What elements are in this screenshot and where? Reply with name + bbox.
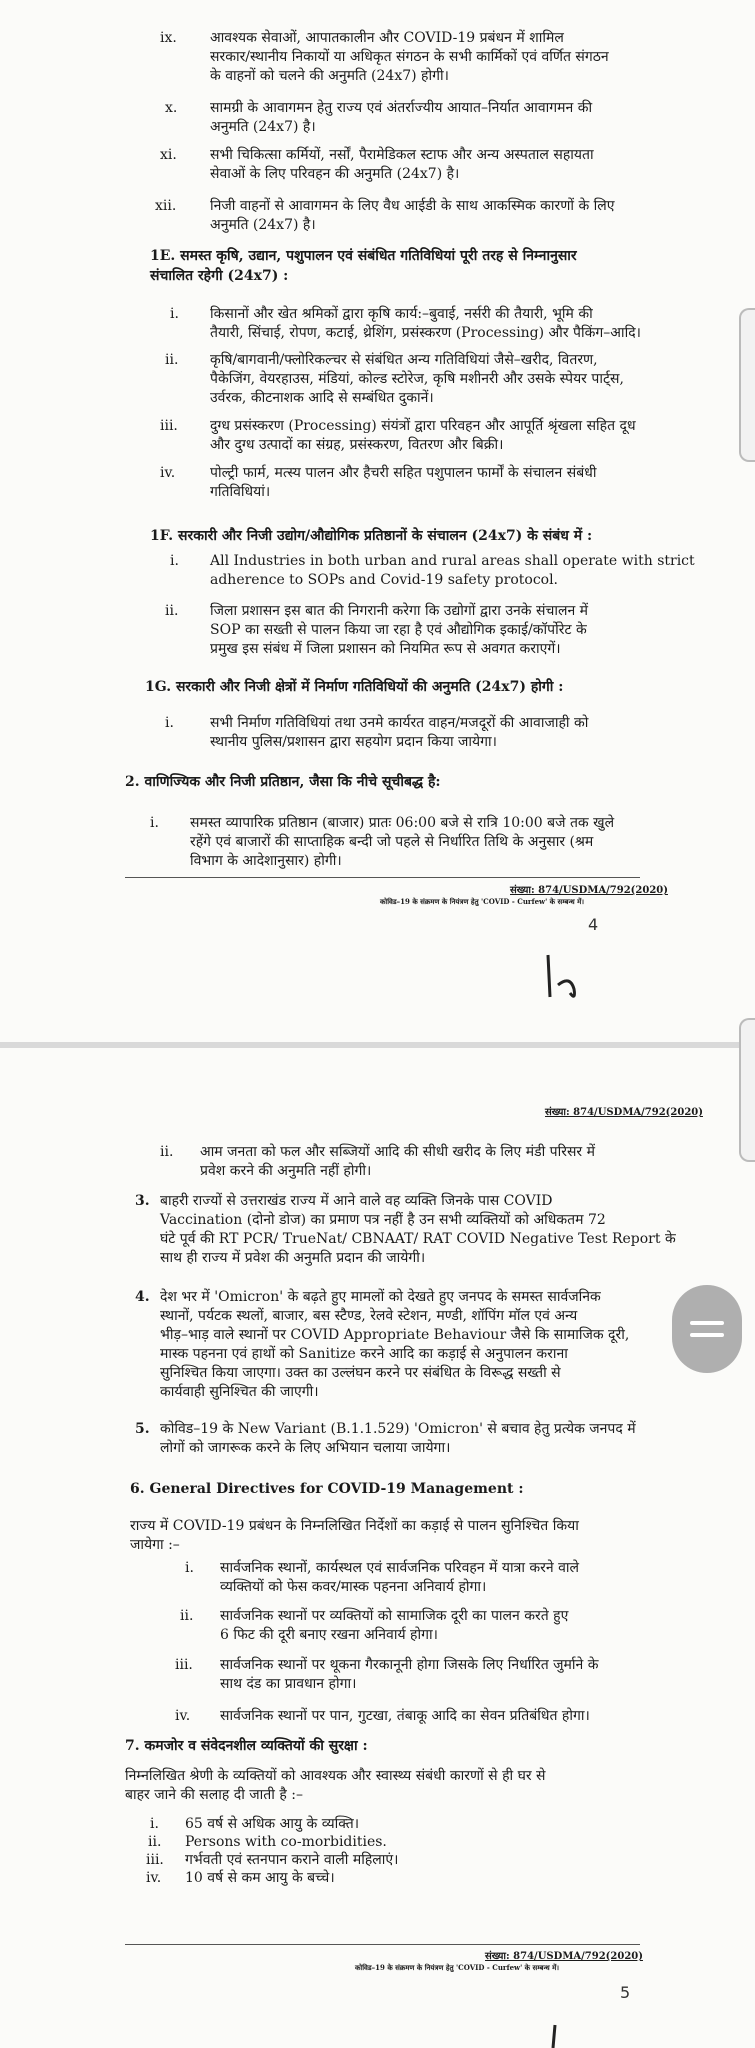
text-line: अनुमति (24x7) है।: [210, 217, 316, 233]
text-line: Persons with co-morbidities.: [185, 1834, 387, 1850]
text-line: सामग्री के आवागमन हेतु राज्य एवं अंतर्राज्यीय आयात–निर्यात आवागमन की: [210, 100, 593, 116]
text-line: सार्वजनिक स्थानों पर पान, गुटखा, तंबाकू आदि का सेवन प्रतिबंधित होगा।: [220, 1708, 590, 1724]
footer-note: कोविड–19 के संक्रमण के नियंत्रण हेतु 'COVID - Curfew' के सम्बन्ध में।: [355, 1963, 559, 1972]
text-line: समस्त व्यापारिक प्रतिष्ठान (बाजार) प्रातः 06:00 बजे से रात्रि 10:00 बजे तक खुले: [190, 815, 615, 831]
item-number: x.: [165, 100, 178, 116]
text-line: निम्नलिखित श्रेणी के व्यक्तियों को आवश्यक और स्वास्थ्य संबंधी कारणों से ही घर से: [125, 1768, 546, 1784]
text-line: तैयारी, सिंचाई, रोपण, कटाई, थ्रेशिंग, प्रसंस्करण (Processing) और पैकिंग–आदि।: [210, 325, 641, 341]
footer-note: कोविड–19 के संक्रमण के नियंत्रण हेतु 'COVID - Curfew' के सम्बन्ध में।: [380, 897, 584, 906]
text-line: व्यक्तियों को फेस कवर/मास्क पहनना अनिवार्य होगा।: [220, 1579, 487, 1595]
divider: [125, 1944, 640, 1945]
page-number: 5: [620, 1983, 631, 2002]
text-line: मास्क पहनना एवं हाथों को Sanitize करने आदि का कड़ाई से अनुपालन कराना: [160, 1346, 568, 1362]
text-line: उर्वरक, कीटनाशक आदि से सम्बंधित दुकानें।: [210, 390, 434, 406]
text-line: जायेगा :–: [130, 1537, 180, 1553]
section-heading-1e-cont: संचालित रहेगी (24x7) :: [150, 268, 289, 284]
text-line: सरकार/स्थानीय निकायों या अधिकृत संगठन के सभी कार्मिकों एवं वर्णित संगठन: [210, 49, 609, 65]
section-number: 4.: [135, 1289, 150, 1305]
item-number: ii.: [148, 1834, 162, 1850]
text-line: गतिविधियां।: [210, 484, 271, 500]
text-line: आम जनता को फल और सब्जियों आदि की सीधी खरीद के लिए मंडी परिसर में: [200, 1144, 595, 1160]
text-line: के वाहनों को चलने की अनुमति (24x7) होगी।: [210, 68, 449, 84]
text-line: Vaccination (दोनो डोज) का प्रमाण पत्र नहीं है उन सभी व्यक्तियों को अधिकतम 72: [160, 1212, 606, 1228]
text-line: कृषि/बागवानी/फ्लोरिकल्चर से संबंधित अन्य गतिविधियां जैसे–खरीद, वितरण,: [210, 352, 598, 368]
text-line: पोल्ट्री फार्म, मत्स्य पालन और हैचरी सहित पशुपालन फार्मों के संचालन संबंधी: [210, 465, 597, 481]
text-line: कोविड–19 के New Variant (B.1.1.529) 'Omicron' से बचाव हेतु प्रत्येक जनपद में: [160, 1421, 636, 1437]
text-line: बाहर जाने की सलाह दी जाती है :–: [125, 1787, 303, 1803]
text-line: विभाग के आदेशानुसार) होगी।: [190, 853, 342, 869]
section-heading-7: 7. कमजोर व संवेदनशील व्यक्तियों की सुरक्षा :: [125, 1738, 368, 1754]
item-number: ii.: [165, 603, 179, 619]
item-number: i.: [170, 306, 179, 322]
text-line: सार्वजनिक स्थानों पर थूकना गैरकानूनी होगा जिसके लिए निर्धारित जुर्माने के: [220, 1657, 599, 1673]
item-number: xi.: [160, 147, 177, 163]
item-number: ii.: [180, 1608, 194, 1624]
text-line: पैकेजिंग, वेयरहाउस, मंडियां, कोल्ड स्टोरेज, कृषि मशीनरी और उसके स्पेयर पार्ट्स,: [210, 371, 624, 387]
text-line: किसानों और खेत श्रमिकों द्वारा कृषि कार्य:–बुवाई, नर्सरी की तैयारी, भूमि की: [210, 306, 593, 322]
text-line: रहेंगे एवं बाजारों की साप्ताहिक बन्दी जो पहले से निर्धारित तिथि के अनुसार (श्रम: [190, 834, 594, 850]
section-heading-1g: 1G. सरकारी और निजी क्षेत्रों में निर्माण गतिविधियों की अनुमति (24x7) होगी :: [145, 679, 564, 695]
section-heading-2: 2. वाणिज्यिक और निजी प्रतिष्ठान, जैसा कि नीचे सूचीबद्ध है:: [125, 774, 441, 790]
item-number: ix.: [160, 30, 177, 46]
document-page-5: [0, 1048, 755, 2048]
text-line: कार्यवाही सुनिश्चित की जाएगी।: [160, 1384, 319, 1400]
item-number: iii.: [160, 418, 178, 434]
text-line: निजी वाहनों से आवागमन के लिए वैध आईडी के साथ आकस्मिक कारणों के लिए: [210, 198, 615, 214]
reference-number: संख्या: 874/USDMA/792(2020): [510, 885, 668, 896]
item-number: iv.: [146, 1870, 162, 1886]
text-line: गर्भवती एवं स्तनपान कराने वाली महिलाएं।: [185, 1852, 399, 1868]
text-line: बाहरी राज्यों से उत्तराखंड राज्य में आने वाले वह व्यक्ति जिनके पास COVID: [160, 1193, 553, 1209]
section-heading-1f: 1F. सरकारी और निजी उद्योग/औद्योगिक प्रतिष्ठानों के संचालन (24x7) के संबंध में :: [150, 528, 593, 544]
text-line: adherence to SOPs and Covid-19 safety protocol.: [210, 572, 559, 588]
text-line: स्थानों, पर्यटक स्थलों, बाजार, बस स्टैण्ड, रेलवे स्टेशन, मण्डी, शॉपिंग मॉल एवं अन्य: [160, 1308, 578, 1324]
item-number: ii.: [165, 352, 179, 368]
side-handle-icon[interactable]: [739, 1018, 755, 1162]
section-number: 5.: [135, 1421, 150, 1437]
text-line: सभी निर्माण गतिविधियां तथा उनमे कार्यरत वाहन/मजदूरों की आवाजाही को: [210, 715, 589, 731]
section-heading-1e: 1E. समस्त कृषि, उद्यान, पशुपालन एवं संबंधित गतिविधियां पूरी तरह से निम्नानुसार: [150, 248, 577, 264]
text-line: प्रमुख इस संबंध में जिला प्रशासन को नियमित रूप से अवगत कराएगें।: [210, 641, 561, 657]
text-line: सभी चिकित्सा कर्मियों, नर्सों, पैरामेडिकल स्टाफ और अन्य अस्पताल सहायता: [210, 147, 594, 163]
text-line: साथ ही राज्य में प्रवेश की अनुमति प्रदान की जायेगी।: [160, 1250, 426, 1266]
side-handle-icon[interactable]: [739, 308, 755, 462]
reference-number: संख्या: 874/USDMA/792(2020): [485, 1951, 643, 1962]
item-number: iii.: [146, 1852, 164, 1868]
text-line: भीड़–भाड़ वाले स्थानों पर COVID Appropriate Behaviour जैसे कि सामाजिक दूरी,: [160, 1327, 630, 1343]
item-number: iv.: [160, 465, 176, 481]
text-line: देश भर में 'Omicron' के बढ़ते हुए मामलों को देखते हुए जनपद के समस्त सार्वजनिक: [160, 1289, 601, 1305]
section-heading-6: 6. General Directives for COVID-19 Management :: [130, 1481, 524, 1497]
text-line: जिला प्रशासन इस बात की निगरानी करेगा कि उद्योगों द्वारा उनके संचालन में: [210, 603, 589, 619]
item-number: i.: [150, 815, 159, 831]
text-line: लोगों को जागरूक करने के लिए अभियान चलाया जायेगा।: [160, 1440, 451, 1456]
text-line: All Industries in both urban and rural areas shall operate with strict: [210, 553, 695, 569]
text-line: राज्य में COVID-19 प्रबंधन के निम्नलिखित निर्देशों का कड़ाई से पालन सुनिश्चित किया: [130, 1518, 579, 1534]
item-number: ii.: [160, 1144, 174, 1160]
text-line: अनुमति (24x7) है।: [210, 119, 316, 135]
text-line: दुग्ध प्रसंस्करण (Processing) संयंत्रों द्वारा परिवहन और आपूर्ति श्रृंखला सहित दूध: [210, 418, 636, 434]
text-line: 65 वर्ष से अधिक आयु के व्यक्ति।: [185, 1816, 360, 1832]
reference-number: संख्या: 874/USDMA/792(2020): [545, 1107, 703, 1118]
item-number: iv.: [175, 1708, 191, 1724]
item-number: i.: [165, 715, 174, 731]
text-line: साथ दंड का प्रावधान होगा।: [220, 1676, 357, 1692]
text-line: प्रवेश करने की अनुमति नहीं होगी।: [200, 1163, 372, 1179]
text-line: सार्वजनिक स्थानों पर व्यक्तियों को सामाजिक दूरी का पालन करते हुए: [220, 1608, 569, 1624]
text-line: 6 फिट की दूरी बनाए रखना अनिवार्य होगा।: [220, 1627, 438, 1643]
item-number: xii.: [155, 198, 177, 214]
text-line: स्थानीय पुलिस/प्रशासन द्वारा सहयोग प्रदान किया जायेगा।: [210, 734, 497, 750]
text-line: सेवाओं के लिए परिवहन की अनुमति (24x7) है।: [210, 166, 460, 182]
item-number: i.: [170, 553, 179, 569]
text-line: और दुग्ध उत्पादों का संग्रह, प्रसंस्करण, वितरण और बिक्री।: [210, 437, 504, 453]
divider: [125, 877, 640, 878]
text-line: सुनिश्चित किया जाएगा। उक्त का उल्लंघन करने पर संबंधित के विरूद्ध सख्ती से: [160, 1365, 561, 1381]
item-number: i.: [150, 1816, 159, 1832]
item-number: i.: [185, 1560, 194, 1576]
section-number: 3.: [135, 1193, 150, 1209]
text-line: SOP का सख्ती से पालन किया जा रहा है एवं औद्योगिक इकाई/कॉर्पोरेट के: [210, 622, 587, 638]
signature: [540, 945, 600, 1005]
text-line: आवश्यक सेवाओं, आपातकालीन और COVID-19 प्रबंधन में शामिल: [210, 30, 564, 46]
text-line: सार्वजनिक स्थानों, कार्यस्थल एवं सार्वजनिक परिवहन में यात्रा करने वाले: [220, 1560, 579, 1576]
text-line: 10 वर्ष से कम आयु के बच्चे।: [185, 1870, 335, 1886]
item-number: iii.: [175, 1657, 193, 1673]
signature: [545, 2023, 585, 2048]
hamburger-menu-icon[interactable]: [672, 1285, 742, 1373]
text-line: घंटे पूर्व की RT PCR/ TrueNat/ CBNAAT/ RAT COVID Negative Test Report के: [160, 1231, 676, 1247]
page-number: 4: [588, 915, 599, 934]
